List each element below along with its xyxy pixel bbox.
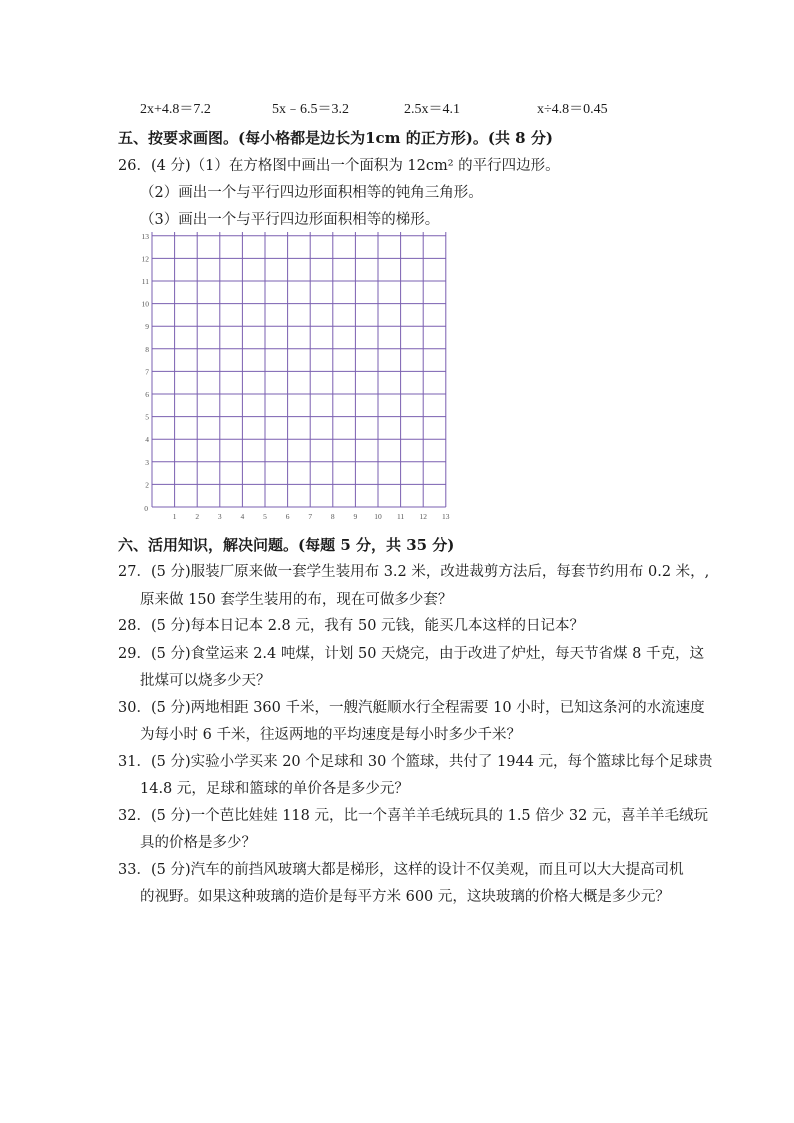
y-axis-label: 10 — [141, 299, 149, 309]
x-axis-label: 13 — [442, 512, 450, 521]
x-axis-label: 3 — [217, 512, 222, 521]
square-grid — [132, 232, 512, 532]
x-axis-label: 10 — [374, 512, 382, 521]
grid-svg — [132, 232, 512, 532]
equation-3: 2.5x＝4.1 — [404, 102, 460, 117]
x-axis-label: 9 — [353, 512, 358, 521]
y-axis-label: 7 — [145, 367, 149, 377]
equation-1: 2x+4.8＝7.2 — [140, 102, 211, 117]
x-axis-label: 11 — [396, 512, 405, 521]
x-axis-label: 7 — [308, 512, 313, 521]
y-axis-label: 13 — [141, 232, 149, 241]
x-axis-label: 5 — [263, 512, 267, 521]
question-30-line-2: 为每小时 6 千米，往返两地的平均速度是每小时多少千米？ — [140, 727, 521, 743]
x-axis-label: 1 — [172, 512, 177, 521]
x-axis-label: 12 — [419, 512, 427, 521]
question-27-line-1: 27．(5 分)服装厂原来做一套学生装用布 3.2 米，改进裁剪方法后，每套节约用布 0.2 米，, — [118, 564, 710, 580]
question-27-line-2: 原来做 150 套学生装用的布，现在可做多少套？ — [140, 592, 453, 608]
x-axis-label: 8 — [330, 512, 335, 521]
y-axis-label: 5 — [145, 412, 149, 422]
y-axis-label: 6 — [145, 390, 149, 399]
question-26-line-2: （2）画出一个与平行四边形面积相等的钝角三角形。 — [140, 185, 483, 201]
equation-4: x÷4.8＝0.45 — [537, 102, 608, 117]
y-axis-label: 3 — [145, 457, 149, 467]
question-30-line-1: 30．(5 分)两地相距 360 千米，一艘汽艇顺水行全程需要 10 小时，已知这条河的水流速度 — [118, 700, 705, 716]
y-axis-label: 12 — [141, 254, 149, 264]
y-axis-label: 9 — [145, 322, 149, 332]
question-26-line-3: （3）画出一个与平行四边形面积相等的梯形。 — [140, 212, 440, 228]
question-33-line-1: 33．(5 分)汽车的前挡风玻璃大都是梯形，这样的设计不仅美观，而且可以大大提高司机 — [118, 862, 684, 878]
section-5-title: 五、按要求画图。(每小格都是边长为1cm 的正方形)。(共 8 分) — [118, 129, 553, 147]
y-axis-label: 2 — [145, 480, 149, 490]
question-32-line-1: 32．(5 分)一个芭比娃娃 118 元，比一个喜羊羊毛绒玩具的 1.5 倍少 32 元，喜羊羊毛绒玩 — [118, 808, 708, 824]
question-33-line-2: 的视野。如果这种玻璃的造价是每平方米 600 元，这块玻璃的价格大概是多少元？ — [140, 889, 670, 905]
y-axis-label: 11 — [141, 277, 149, 286]
question-32-line-2: 具的价格是多少？ — [140, 835, 256, 851]
section-6-title: 六、活用知识，解决问题。(每题 5 分，共 35 分) — [118, 536, 455, 554]
equation-2: 5x﹣6.5＝3.2 — [272, 102, 349, 117]
x-axis-label: 6 — [285, 512, 290, 521]
x-axis-label: 4 — [240, 512, 245, 521]
y-axis-label: 8 — [145, 344, 149, 354]
x-axis-label: 2 — [195, 512, 200, 521]
question-26-line-1: 26．(4 分)（1）在方格图中画出一个面积为 12cm² 的平行四边形。 — [118, 158, 560, 174]
y-axis-label: 4 — [145, 435, 149, 445]
origin-label: 0 — [144, 504, 148, 513]
question-29-line-2: 批煤可以烧多少天？ — [140, 673, 271, 689]
question-31-line-2: 14.8 元，足球和篮球的单价各是多少元？ — [140, 781, 409, 797]
question-29-line-1: 29．(5 分)食堂运来 2.4 吨煤，计划 50 天烧完，由于改进了炉灶，每天节省煤 8 千克，这 — [118, 646, 704, 662]
question-28-line-1: 28．(5 分)每本日记本 2.8 元，我有 50 元钱，能买几本这样的日记本？ — [118, 618, 585, 634]
question-31-line-1: 31．(5 分)实验小学买来 20 个足球和 30 个篮球，共付了 1944 元，每个篮球比每个足球贵 — [118, 754, 713, 770]
